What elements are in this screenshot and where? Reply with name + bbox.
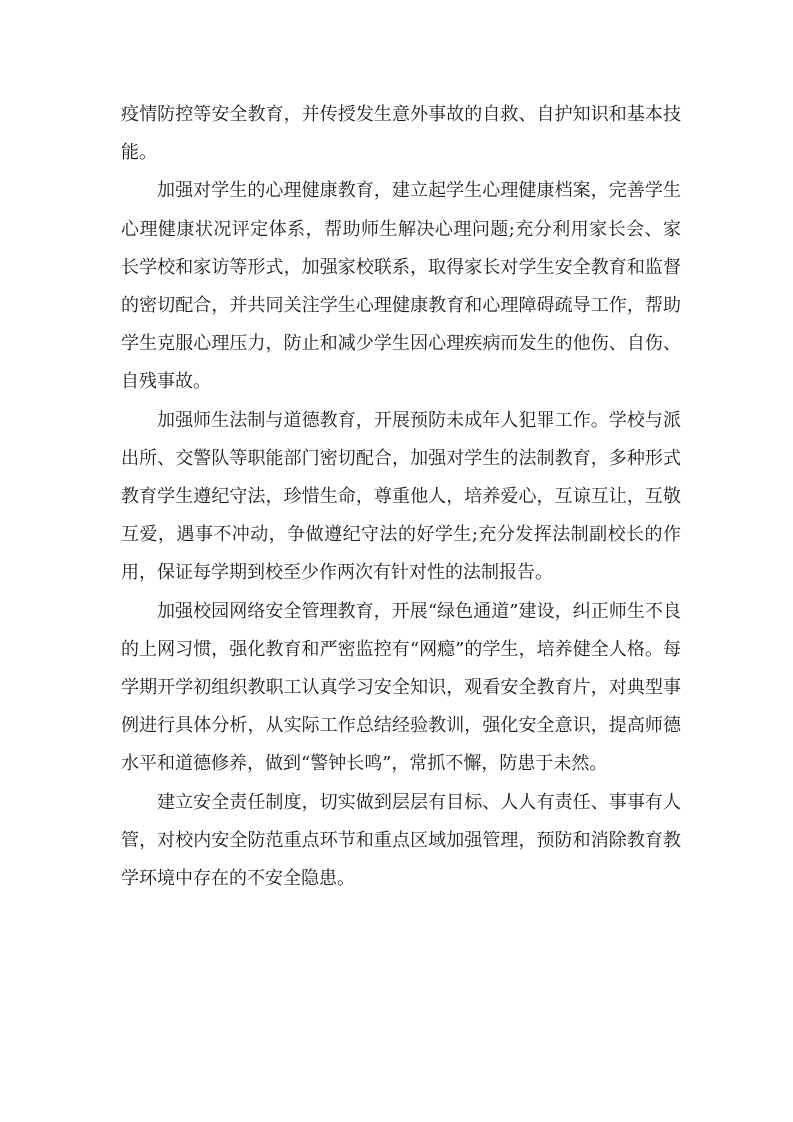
document-body	[121, 96, 681, 898]
paragraph-3: 加强师生法制与道德教育，开展预防未成年人犯罪工作。学校与派出所、交警队等职能部门密切配合，加强对学生的法制教育，多种形式教育学生遵纪守法，珍惜生命，尊重他人，培养爱心，互谅互让，互敬互爱，遇事不冲动，争做遵纪守法的好学生;充分发挥法制副校长的作用，保证每学期到校至少作两次有针对性的法制报告。	[121, 409, 681, 584]
paragraph-5: 建立安全责任制度，切实做到层层有目标、人人有责任、事事有人管，对校内安全防范重点环节和重点区域加强管理，预防和消除教育教学环境中存在的不安全隐患。	[121, 791, 681, 890]
paragraph-2: 加强对学生的心理健康教育，建立起学生心理健康档案，完善学生心理健康状况评定体系，帮助师生解决心理问题;充分利用家长会、家长学校和家访等形式，加强家校联系，取得家长对学生安全教育和监督的密切配合，并共同关注学生心理健康教育和心理障碍疏导工作，帮助学生克服心理压力，防止和减少学生因心理疾病而发生的他伤、自伤、自残事故。	[121, 180, 681, 393]
paragraph-1: 疫情防控等安全教育，并传授发生意外事故的自救、自护知识和基本技能。	[121, 104, 681, 164]
paragraph-4: 加强校园网络安全管理教育，开展“绿色通道”建设，纠正师生不良的上网习惯，强化教育和严密监控有“网瘾”的学生，培养健全人格。每学期开学初组织教职工认真学习安全知识，观看安全教育片，对典型事例进行具体分析，从实际工作总结经验教训，强化安全意识，提高师德水平和道德修养，做到“警钟长鸣”，常抓不懈，防患于未然。	[121, 600, 681, 775]
